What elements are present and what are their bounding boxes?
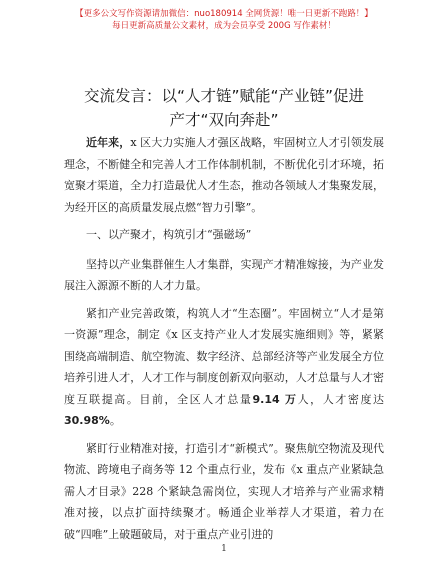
promo-banner-line-1: 【更多公文写作资源请加微信：nuo180914 全网货源！唯一日更新不跑路！】 [75, 9, 373, 19]
promo-banner-line-2: 每日更新高质量公文素材，成为会员享受 200G 写作素材！ [112, 21, 336, 31]
intro-text: x 区大力实施人才强区战略，牢固树立人才引领发展理念，不断健全和完善人才工作体制机制，不断优化引才环境，拓宽聚才渠道，全力打造最优人才生态，推动各领域人才集聚发展，为经开区的高质量发展点燃“智力引擎”。 [64, 136, 385, 214]
intro-lead: 近年来， [86, 136, 131, 149]
section-heading-1: 一、以产聚才，构筑引才“强磁场” [86, 228, 252, 241]
document-body [64, 132, 384, 551]
title-line-2: 产才“双向奔赴” [169, 111, 279, 129]
page-number: 1 [221, 544, 227, 554]
p3-text-c: 。 [109, 414, 121, 427]
p3-text-b: 人，人才密度达 [297, 392, 385, 406]
p3-text-a: 紧扣产业完善政策，构筑人才“生态圈”。牢固树立“人才是第一资源”理念，制定《x 区支持产业人才发展实施细则》等，紧紧围绕高端制造、航空物流、数字经济、总部经济等产业发展全方位培养引进人才，人才工作与制度创新双向驱动，人才总量与人才密度互联提高。目前，全区人才总量 [64, 306, 384, 406]
paragraph-2: 坚持以产业集群催生人才集群，实现产才精准嫁接，为产业发展注入源源不断的人才力量。 [64, 257, 384, 292]
talent-total-value: 9.14 万 [252, 392, 298, 406]
paragraph-3 [64, 303, 384, 432]
paragraph-intro [64, 132, 384, 218]
talent-density-value: 30.98% [64, 414, 110, 427]
promo-banner [0, 8, 448, 32]
document-title [48, 84, 400, 132]
paragraph-4: 紧盯行业精准对接，打造引才“新模式”。聚焦航空物流及现代物流、跨境电子商务等 12 个重点行业，发布《x 重点产业紧缺急需人才目录》228 个紧缺急需岗位，实现人才培养与产业需求精准对接，以点扩面持续聚才。畅通企业举荐人才渠道，着力在破“四唯”上破题破局，对于重点产业引进的 [64, 441, 384, 541]
title-line-1: 交流发言：以“人才链”赋能“产业链”促进 [83, 87, 365, 105]
